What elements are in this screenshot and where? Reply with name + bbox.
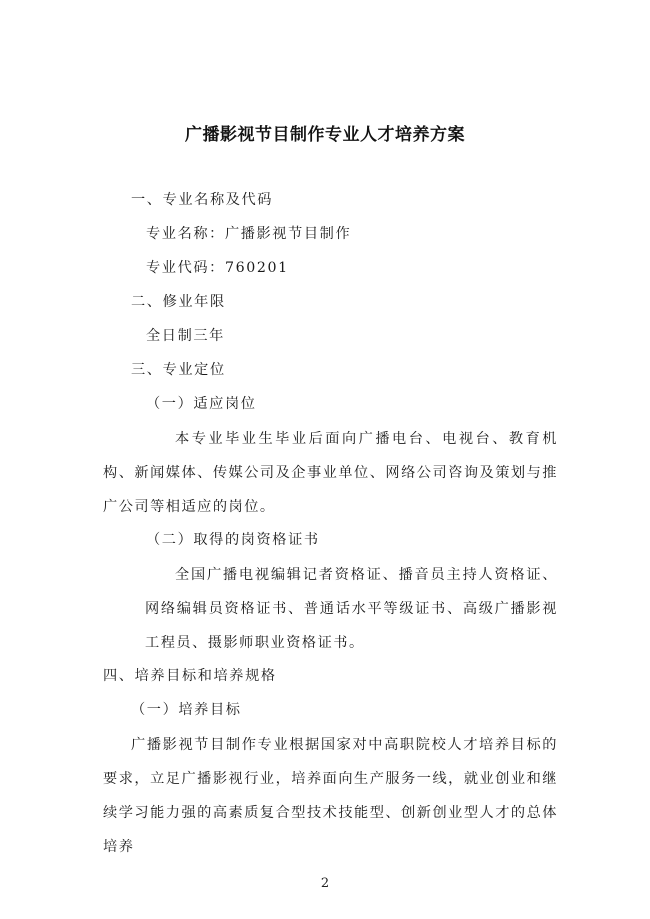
section-4-heading: 四、培养目标和培养规格	[103, 668, 277, 684]
page-number: 2	[320, 876, 330, 891]
subsection-3-2-text: 全国广播电视编辑记者资格证、播音员主持人资格证、网络编辑员资格证书、普通话水平等级证书、高级广播影视工程员、摄影师职业资格证书。	[145, 567, 558, 651]
section-2-heading: 二、修业年限	[131, 294, 226, 310]
document-title: 广播影视节目制作专业人才培养方案	[185, 125, 465, 145]
section-1-heading: 一、专业名称及代码	[131, 192, 274, 208]
subsection-4-1-text: 广播影视节目制作专业根据国家对中高职院校人才培养目标的要求，立足广播影视行业，培养面向生产服务一线，就业创业和继续学习能力强的高素质复合型技术技能型、创新创业型人才的总体培养	[103, 737, 558, 855]
major-code: 专业代码：760201	[146, 260, 289, 276]
subsection-4-1-heading: （一）培养目标	[131, 702, 242, 718]
subsection-3-1-heading: （一）适应岗位	[146, 396, 257, 412]
subsection-3-1-text: 本专业毕业生毕业后面向广播电台、电视台、教育机构、新闻媒体、传媒公司及企事业单位、网络公司咨询及策划与推广公司等相适应的岗位。	[103, 431, 558, 515]
study-duration: 全日制三年	[146, 328, 225, 344]
major-name: 专业名称：广播影视节目制作	[146, 226, 352, 242]
section-3-heading: 三、专业定位	[131, 362, 226, 378]
subsection-3-2-heading: （二）取得的岗资格证书	[146, 532, 320, 548]
